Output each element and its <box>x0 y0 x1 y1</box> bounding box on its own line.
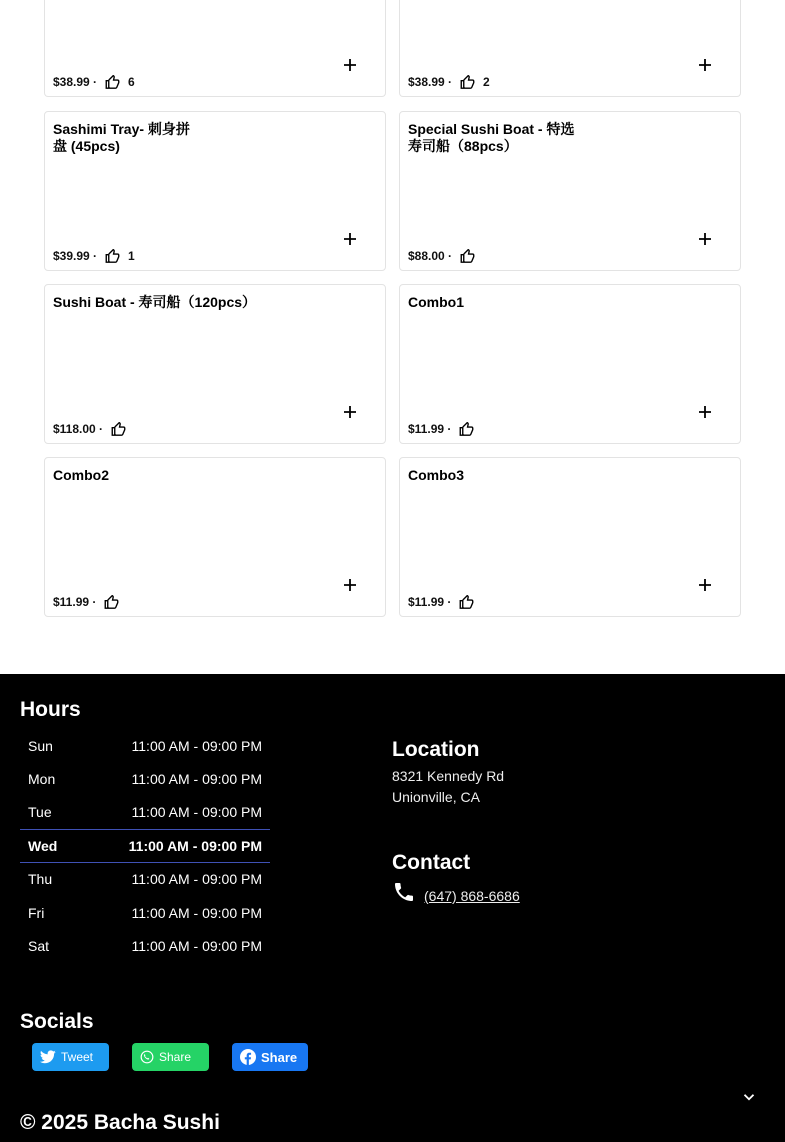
whatsapp-share-button[interactable] <box>132 1043 209 1071</box>
hours-row <box>20 796 270 829</box>
add-icon[interactable] <box>696 230 714 248</box>
price: $11.99 · <box>408 595 452 609</box>
facebook-label: Share <box>261 1049 298 1065</box>
like-count: 2 <box>483 75 490 89</box>
contact-phone <box>392 880 520 904</box>
hours-row <box>20 762 270 795</box>
socials-heading: Socials <box>20 1010 94 1033</box>
card-meta <box>53 421 134 437</box>
card-meta <box>408 248 483 264</box>
card-meta <box>408 74 490 90</box>
time: 11:00 AM - 09:00 PM <box>131 771 262 788</box>
address-line2: Unionville, CA <box>392 789 480 805</box>
thumbs-up-icon[interactable] <box>111 422 126 437</box>
price: $118.00 · <box>53 422 104 436</box>
facebook-share-button[interactable] <box>232 1043 308 1071</box>
tweet-label: Tweet <box>61 1050 94 1064</box>
menu-card[interactable] <box>44 457 386 617</box>
time: 11:00 AM - 09:00 PM <box>131 737 262 754</box>
item-title: Combo1 <box>408 294 464 310</box>
time: 11:00 AM - 09:00 PM <box>131 871 262 888</box>
price: $38.99 · <box>53 75 98 89</box>
day: Sat <box>28 938 50 955</box>
phone-icon <box>392 880 416 904</box>
day: Fri <box>28 904 45 921</box>
twitter-icon <box>40 1050 56 1064</box>
card-meta <box>53 594 127 610</box>
chevron-down-icon[interactable] <box>740 1088 758 1106</box>
add-icon[interactable] <box>341 576 359 594</box>
facebook-icon <box>240 1049 256 1065</box>
location-heading: Location <box>392 738 480 761</box>
add-icon[interactable] <box>696 576 714 594</box>
hours-heading: Hours <box>20 698 81 721</box>
thumbs-up-icon[interactable] <box>459 595 474 610</box>
time: 11:00 AM - 09:00 PM <box>128 837 262 854</box>
price: $39.99 · <box>53 249 98 263</box>
thumbs-up-icon[interactable] <box>460 75 475 90</box>
time: 11:00 AM - 09:00 PM <box>131 804 262 821</box>
thumbs-up-icon[interactable] <box>105 249 120 264</box>
price: $11.99 · <box>408 422 452 436</box>
menu-card[interactable] <box>44 0 386 97</box>
price: $11.99 · <box>53 595 97 609</box>
item-title: Combo3 <box>408 467 464 483</box>
address <box>392 766 504 808</box>
add-icon[interactable] <box>341 230 359 248</box>
hours-row <box>20 896 270 929</box>
time: 11:00 AM - 09:00 PM <box>131 938 262 955</box>
copyright: © 2025 Bacha Sushi <box>20 1111 220 1134</box>
thumbs-up-icon[interactable] <box>459 422 474 437</box>
address-line1: 8321 Kennedy Rd <box>392 768 505 784</box>
day: Sun <box>28 737 53 754</box>
card-meta <box>53 248 135 264</box>
like-count: 6 <box>128 75 135 89</box>
time: 11:00 AM - 09:00 PM <box>131 904 262 921</box>
whatsapp-icon <box>140 1050 154 1064</box>
whatsapp-label: Share <box>159 1050 192 1064</box>
add-icon[interactable] <box>696 403 714 421</box>
price: $38.99 · <box>408 75 453 89</box>
item-title: Sashimi Tray- 刺身拼盘 (45pcs) <box>53 121 190 154</box>
item-title: Special Sushi Boat - 特选寿司船（88pcs） <box>408 121 575 154</box>
menu-card[interactable] <box>399 457 741 617</box>
add-icon[interactable] <box>696 56 714 74</box>
hours-row <box>20 729 270 762</box>
card-meta <box>53 74 135 90</box>
card-meta <box>408 421 482 437</box>
item-title: Combo2 <box>53 467 109 483</box>
menu-card[interactable] <box>44 111 386 271</box>
footer <box>0 674 785 1142</box>
menu-card[interactable] <box>399 284 741 444</box>
price: $88.00 · <box>408 249 453 263</box>
thumbs-up-icon[interactable] <box>104 595 119 610</box>
day: Thu <box>28 871 53 888</box>
item-title: Sushi Boat - 寿司船（120pcs） <box>53 294 257 310</box>
menu-card[interactable] <box>44 284 386 444</box>
hours-row-today <box>20 829 270 862</box>
hours-row <box>20 929 270 962</box>
day: Tue <box>28 804 52 821</box>
thumbs-up-icon[interactable] <box>460 249 475 264</box>
add-icon[interactable] <box>341 56 359 74</box>
thumbs-up-icon[interactable] <box>105 75 120 90</box>
menu-card[interactable] <box>399 111 741 271</box>
like-count: 1 <box>128 249 135 263</box>
phone-link[interactable]: (647) 868-6686 <box>424 888 520 904</box>
card-meta <box>408 594 482 610</box>
add-icon[interactable] <box>341 403 359 421</box>
contact-heading: Contact <box>392 851 471 874</box>
hours-table <box>20 729 270 963</box>
tweet-button[interactable] <box>32 1043 109 1071</box>
hours-row <box>20 863 270 896</box>
menu-card[interactable] <box>399 0 741 97</box>
day: Mon <box>28 771 56 788</box>
day: Wed <box>28 837 58 854</box>
